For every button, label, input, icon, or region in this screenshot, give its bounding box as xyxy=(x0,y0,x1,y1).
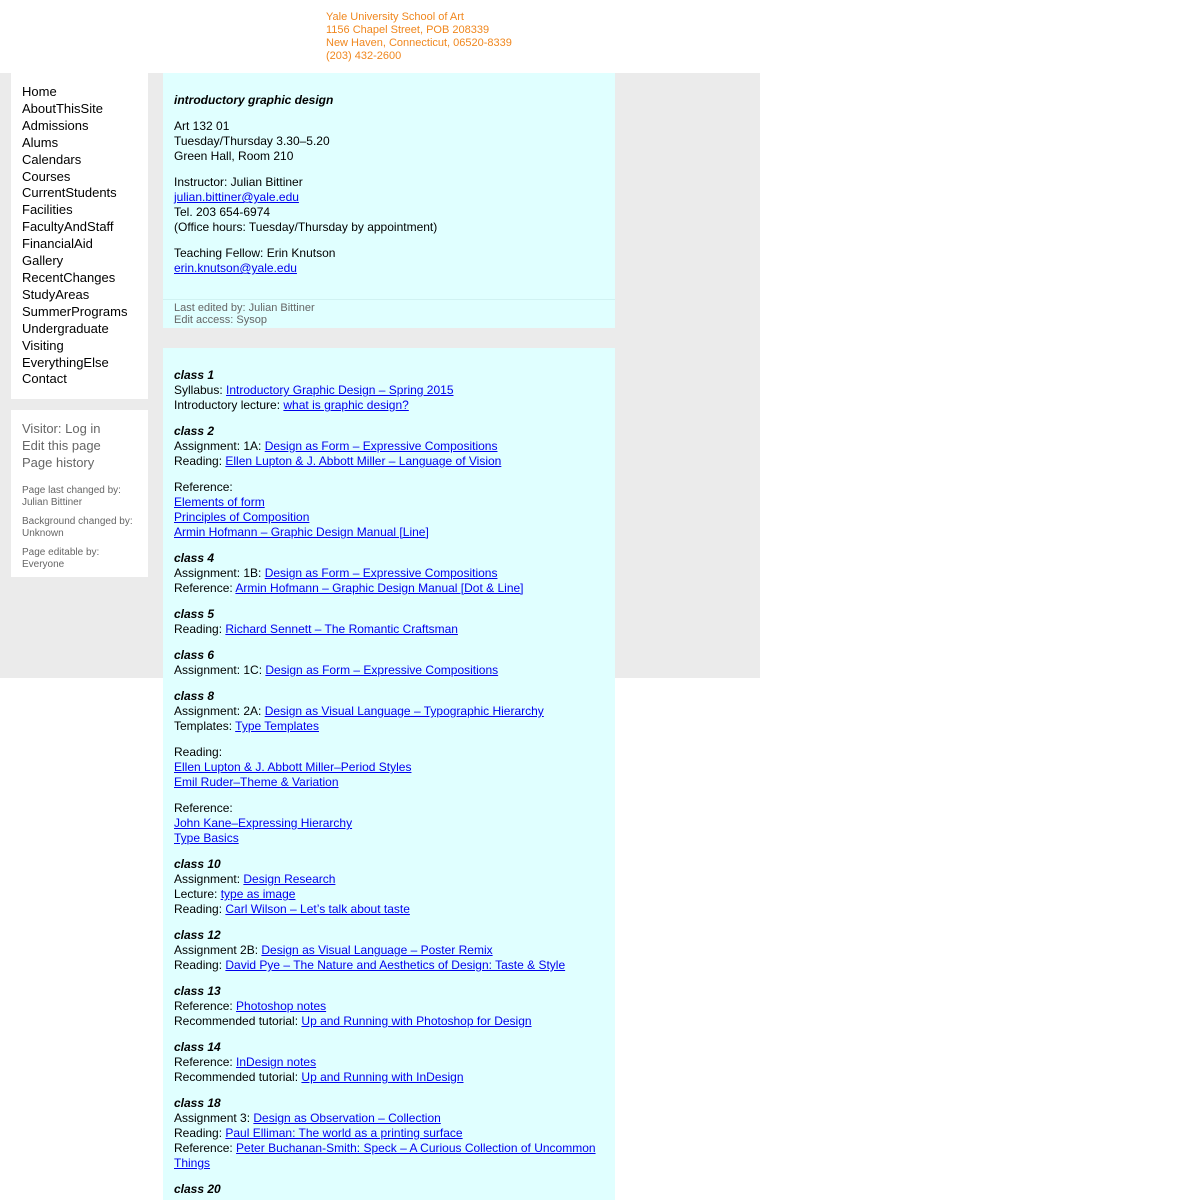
line-label: Reading: xyxy=(174,622,226,636)
page-tools xyxy=(11,410,148,577)
line-label: Reference: xyxy=(174,1141,237,1155)
class-line xyxy=(174,760,604,775)
class-heading: class 20 xyxy=(174,1182,221,1196)
resource-link[interactable]: Design as Form – Expressive Compositions xyxy=(264,566,498,580)
class-heading: class 8 xyxy=(174,689,215,703)
class-schedule-panel xyxy=(163,348,615,1200)
class-block xyxy=(174,1040,604,1085)
course-info-panel xyxy=(163,73,615,328)
resource-link[interactable]: John Kane–Expressing Hierarchy xyxy=(174,816,353,830)
page-changed-label: Page last changed by: xyxy=(22,484,121,496)
nav-item-facilities[interactable]: Facilities xyxy=(22,202,73,218)
class-line xyxy=(174,622,604,637)
class-block xyxy=(174,745,604,790)
class-heading: class 14 xyxy=(174,1040,221,1054)
class-block xyxy=(174,689,604,734)
nav-item-everything-else[interactable]: EverythingElse xyxy=(22,354,109,370)
nav-item-courses[interactable]: Courses xyxy=(22,168,71,184)
line-label: Lecture: xyxy=(174,887,221,901)
line-label: Assignment: 1C: xyxy=(174,663,266,677)
course-schedule: Tuesday/Thursday 3.30–5.20 xyxy=(174,134,330,148)
address-line: Yale University School of Art xyxy=(326,11,464,23)
class-line xyxy=(174,1126,604,1141)
resource-link[interactable]: David Pye – The Nature and Aesthetics of Design: Taste & Style xyxy=(225,958,566,972)
class-line xyxy=(174,958,604,973)
class-line xyxy=(174,902,604,917)
line-label: Templates: xyxy=(174,719,236,733)
line-label: Reading: xyxy=(174,745,223,759)
resource-link[interactable]: Armin Hofmann – Graphic Design Manual [Line] xyxy=(174,525,429,539)
teaching-fellow-name: Teaching Fellow: Erin Knutson xyxy=(174,246,336,260)
class-block xyxy=(174,984,604,1029)
resource-link[interactable]: Design as Observation – Collection xyxy=(253,1111,441,1125)
course-code: Art 132 01 xyxy=(174,119,230,133)
class-block xyxy=(174,368,604,413)
resource-link[interactable]: Design as Form – Expressive Compositions xyxy=(264,439,498,453)
background-changed-value: Unknown xyxy=(22,527,64,539)
class-line xyxy=(174,1111,604,1126)
class-block xyxy=(174,480,604,540)
class-line xyxy=(174,439,604,454)
class-line xyxy=(174,566,604,581)
resource-link[interactable]: Paul Elliman: The world as a printing surface xyxy=(225,1126,463,1140)
class-line xyxy=(174,398,604,413)
resource-link[interactable]: Design as Visual Language – Poster Remix xyxy=(261,943,493,957)
line-label: Reference: xyxy=(174,999,237,1013)
page-changed-value: Julian Bittiner xyxy=(22,496,83,508)
class-block xyxy=(174,857,604,917)
class-block xyxy=(174,424,604,469)
line-label: Reference: xyxy=(174,1055,237,1069)
resource-link[interactable]: Type Templates xyxy=(235,719,319,733)
resource-link[interactable]: Armin Hofmann – Graphic Design Manual [Dot & Line] xyxy=(235,581,524,595)
last-edited: Last edited by: Julian Bittiner xyxy=(174,302,315,314)
class-block xyxy=(174,1182,604,1197)
line-label: Reference: xyxy=(174,801,233,815)
class-block xyxy=(174,801,604,846)
school-address xyxy=(326,11,512,63)
line-label: Introductory lecture: xyxy=(174,398,284,412)
class-line xyxy=(174,454,604,469)
line-label: Assignment 2B: xyxy=(174,943,262,957)
class-line xyxy=(174,775,604,790)
nav-item-alums[interactable]: Alums xyxy=(22,134,59,150)
class-line xyxy=(174,510,604,525)
resource-link[interactable]: Principles of Composition xyxy=(174,510,310,524)
resource-link[interactable]: Design as Visual Language – Typographic Hierarchy xyxy=(264,704,544,718)
page-history-link[interactable]: Page history xyxy=(22,454,95,470)
background-changed-info xyxy=(22,516,148,540)
class-block xyxy=(174,928,604,973)
class-line xyxy=(174,943,604,958)
page-editable-label: Page editable by: xyxy=(22,546,100,558)
page-changed-info xyxy=(22,485,148,509)
login-link[interactable]: Visitor: Log in xyxy=(22,421,101,436)
class-line xyxy=(174,1070,604,1085)
course-room: Green Hall, Room 210 xyxy=(174,149,294,163)
nav-item-calendars[interactable]: Calendars xyxy=(22,151,82,167)
class-heading: class 10 xyxy=(174,857,221,871)
line-label: Reading: xyxy=(174,454,226,468)
class-line xyxy=(174,999,604,1014)
class-line xyxy=(174,872,604,887)
class-line xyxy=(174,831,604,846)
resource-link[interactable]: Design Research xyxy=(243,872,336,886)
address-line: (203) 432-2600 xyxy=(326,50,402,62)
class-heading: class 4 xyxy=(174,551,215,565)
class-heading: class 18 xyxy=(174,1096,221,1110)
resource-link[interactable]: Ellen Lupton & J. Abbott Miller – Language of Vision xyxy=(225,454,502,468)
class-line xyxy=(174,480,604,495)
line-label: Reference: xyxy=(174,581,236,595)
edit-access: Edit access: Sysop xyxy=(174,314,267,326)
line-label: Reading: xyxy=(174,902,226,916)
class-heading: class 12 xyxy=(174,928,221,942)
resource-link[interactable]: what is graphic design? xyxy=(283,398,409,412)
resource-link[interactable]: Ellen Lupton & J. Abbott Miller–Period Styles xyxy=(174,760,412,774)
line-label: Recommended tutorial: xyxy=(174,1070,302,1084)
resource-link[interactable]: InDesign notes xyxy=(236,1055,317,1069)
resource-link[interactable]: Up and Running with Photoshop for Design xyxy=(301,1014,532,1028)
line-label: Assignment: 1A: xyxy=(174,439,265,453)
line-label: Reference: xyxy=(174,480,233,494)
class-heading: class 1 xyxy=(174,368,215,382)
class-heading: class 13 xyxy=(174,984,221,998)
nav-item-admissions[interactable]: Admissions xyxy=(22,117,89,133)
resource-link[interactable]: Design as Form – Expressive Compositions xyxy=(265,663,499,677)
instructor-phone: Tel. 203 654-6974 xyxy=(174,205,271,219)
line-label: Assignment: xyxy=(174,872,244,886)
instructor-email-link[interactable]: julian.bittiner@yale.edu xyxy=(174,190,299,204)
class-line xyxy=(174,1014,604,1029)
nav-item-recent-changes[interactable]: RecentChanges xyxy=(22,269,116,285)
class-block xyxy=(174,648,604,678)
resource-link[interactable]: Introductory Graphic Design – Spring 2015 xyxy=(226,383,454,397)
class-heading: class 6 xyxy=(174,648,215,662)
class-line xyxy=(174,495,604,510)
class-block xyxy=(174,1096,604,1171)
nav-item-financial-aid[interactable]: FinancialAid xyxy=(22,236,93,252)
line-label: Assignment: 1B: xyxy=(174,566,265,580)
edit-page-link[interactable]: Edit this page xyxy=(22,437,101,453)
line-label: Reading: xyxy=(174,1126,226,1140)
class-heading: class 2 xyxy=(174,424,215,438)
nav-item-study-areas[interactable]: StudyAreas xyxy=(22,286,90,302)
class-line xyxy=(174,801,604,816)
class-line xyxy=(174,581,604,596)
nav-item-summer-programs[interactable]: SummerPrograms xyxy=(22,303,128,319)
line-label: Assignment 3: xyxy=(174,1111,254,1125)
class-line xyxy=(174,383,604,398)
nav-item-faculty-staff[interactable]: FacultyAndStaff xyxy=(22,219,114,235)
line-label: Syllabus: xyxy=(174,383,227,397)
nav-item-undergraduate[interactable]: Undergraduate xyxy=(22,320,109,336)
class-line xyxy=(174,704,604,719)
edit-info xyxy=(163,299,615,326)
nav-item-visiting[interactable]: Visiting xyxy=(22,337,64,353)
nav-item-current-students[interactable]: CurrentStudents xyxy=(22,185,117,201)
nav-item-home[interactable]: Home xyxy=(22,84,57,99)
nav-item-gallery[interactable]: Gallery xyxy=(22,253,64,269)
class-block xyxy=(174,551,604,596)
sidebar-nav xyxy=(11,73,148,399)
line-label: Reading: xyxy=(174,958,226,972)
resource-link[interactable]: type as image xyxy=(220,887,296,901)
resource-link[interactable]: Richard Sennett – The Romantic Craftsman xyxy=(225,622,458,636)
class-line xyxy=(174,745,604,760)
resource-link[interactable]: Peter Buchanan-Smith: Speck – A Curious Collection of Uncommon Things xyxy=(174,1141,596,1170)
instructor-name: Instructor: Julian Bittiner xyxy=(174,175,303,189)
class-line xyxy=(174,887,604,902)
course-title: introductory graphic design xyxy=(174,93,334,107)
resource-link[interactable]: Up and Running with InDesign xyxy=(301,1070,464,1084)
page-editable-info xyxy=(22,547,148,571)
resource-link[interactable]: Carl Wilson – Let’s talk about taste xyxy=(225,902,410,916)
class-list xyxy=(163,348,615,1197)
background-changed-label: Background changed by: xyxy=(22,515,133,527)
class-block xyxy=(174,607,604,637)
resource-link[interactable]: Type Basics xyxy=(174,831,239,845)
class-line xyxy=(174,525,604,540)
nav-item-contact[interactable]: Contact xyxy=(22,371,67,387)
resource-link[interactable]: Emil Ruder–Theme & Variation xyxy=(174,775,339,789)
class-line xyxy=(174,1141,604,1171)
office-hours: (Office hours: Tuesday/Thursday by appointment) xyxy=(174,220,438,234)
class-line xyxy=(174,1055,604,1070)
teaching-fellow-email-link[interactable]: erin.knutson@yale.edu xyxy=(174,261,297,275)
address-line: 1156 Chapel Street, POB 208339 xyxy=(326,24,490,36)
class-line xyxy=(174,719,604,734)
line-label: Recommended tutorial: xyxy=(174,1014,302,1028)
class-heading: class 5 xyxy=(174,607,215,621)
page-editable-value: Everyone xyxy=(22,558,65,570)
class-line xyxy=(174,816,604,831)
resource-link[interactable]: Photoshop notes xyxy=(236,999,327,1013)
line-label: Assignment: 2A: xyxy=(174,704,265,718)
nav-item-about[interactable]: AboutThisSite xyxy=(22,100,103,116)
address-line: New Haven, Connecticut, 06520-8339 xyxy=(326,37,512,49)
class-line xyxy=(174,663,604,678)
resource-link[interactable]: Elements of form xyxy=(174,495,265,509)
